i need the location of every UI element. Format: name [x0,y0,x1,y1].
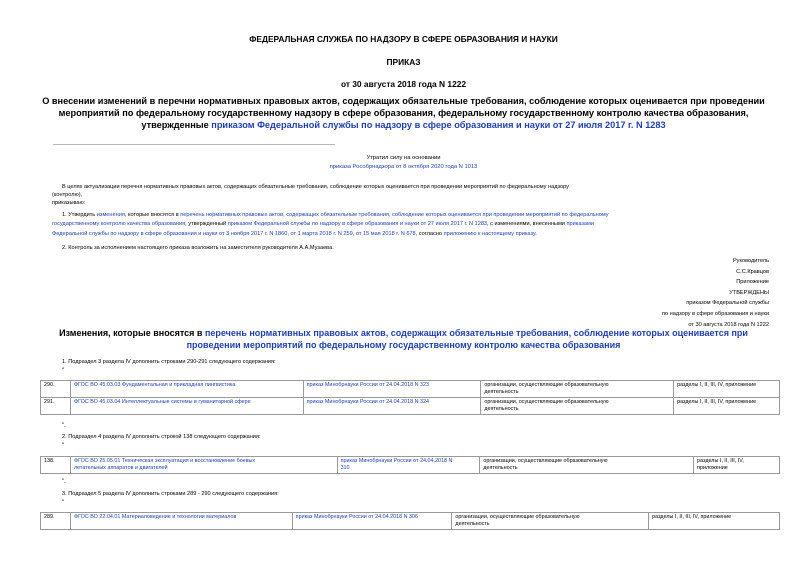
document-type: ПРИКАЗ [386,57,421,67]
section-3-text: 3. Подраздел 5 раздела IV дополнить строками 289 - 290 следующего содержания: [62,491,279,497]
order-1283-link[interactable]: приказом Федеральной службы по надзору в сфере образования и науки от 27 июля 2017 г. N 1283 [227,221,488,228]
amending-orders-link[interactable]: Федеральной службы по надзору в сфере образования и науки от 3 ноября 2017 г. N 1860, от 1 марта 2018 г. N 259, от 15 мая 2018 г. N 678 [52,230,416,237]
section-1-text: 1. Подраздел 3 раздела IV дополнить строками 290-291 следующего содержания: [62,359,276,365]
quote-open: " [62,368,65,374]
repeal-order-link[interactable]: приказа Рособрнадзора от 8 октября 2020 года N 1013 [329,164,478,170]
intro-paragraph: В целях актуализации перечня нормативных правовых актов, содержащих обязательные требования, соблюдение которых оценивается при проведении мероприятий по федеральному надзору (контролю), приказываю: [52,184,569,207]
table-row: 291. ФГОС ВО 45.03.04 Интеллектуальные системы в гуманитарной сфере приказ Минобрнауки России от 24.04.2018 N 324 организации, осуществляющие образовательную деятельность разделы I, II, III, IV, приложение [41,398,780,415]
divider [53,144,335,145]
table-section-2 [40,456,780,474]
title-order-link[interactable]: приказом Федеральной службы по надзору в сфере образования и науки от 27 июля 2017 г. N 1283 [211,120,666,130]
agency-name: ФЕДЕРАЛЬНАЯ СЛУЖБА ПО НАДЗОРУ В СФЕРЕ ОБРАЗОВАНИЯ И НАУКИ [249,34,558,44]
fgos-link[interactable]: ФГОС ВО 45.03.03 Фундаментальная и прикладная лингвистика [70,381,303,398]
status-note: Утратил силу на основании приказа Рособрнадзора от 8 октября 2020 года N 1013 [40,154,767,172]
changes-list-link[interactable]: перечень нормативных правовых актов, содержащих обязательные требования, соблюдение которых оценивается при [204,328,748,338]
section-2-text: 2. Подраздел 4 раздела IV дополнить строкой 138 следующего содержания: [62,434,261,440]
order-link[interactable]: приказ Минобрнауки России от 24.04.2018 N 310 [337,457,480,474]
quote-open: " [62,443,65,449]
table-row: 290. ФГОС ВО 45.03.03 Фундаментальная и прикладная лингвистика приказ Минобрнауки России от 24.04.2018 N 323 организации, осуществляющие образовательную деятельность разделы I, II, III, IV, приложение [41,381,780,398]
order-link[interactable]: приказ Минобрнауки России от 24.04.2018 N 324 [303,398,481,415]
order-link[interactable]: приказ Минобрнауки России от 24.04.2018 N 323 [303,381,481,398]
fgos-link[interactable]: ФГОС ВО 22.04.01 Материаловедение и технологии материалов [70,513,292,530]
order-link[interactable]: приказ Минобрнауки России от 24.04.2018 N 306 [292,513,452,530]
table-row: 138. ФГОС ВО 25.05.01 Техническая эксплуатация и восстановление боевых летательных аппаратов и двигателей приказ Минобрнауки России от 24.04.2018 N 310 организации, осуществляющие образовательную деятельность разделы I, II, III, IV, приложение [41,457,780,474]
changes-title: Изменения, которые вносятся в перечень нормативных правовых актов, содержащих обязательные требования, соблюдение которых оценивается при проведении мероприятий по федеральному государственному контролю качества образования [59,328,748,350]
signature-block: Руководитель С.С.Кравцов Приложение УТВЕРЖДЕНЫ приказом Федеральной службы по надзору в сфере образования и науки от 30 августа 2018 года N 1222 [661,258,769,328]
table-section-3 [40,512,780,530]
table-row: 289. ФГОС ВО 22.04.01 Материаловедение и технологии материалов приказ Минобрнауки России от 24.04.2018 N 306 организации, осуществляющие образовательную деятельность разделы I, II, III, IV, приложение [41,513,780,530]
quote-close: ". [62,423,66,429]
list-link[interactable]: перечень нормативных правовых актов, содержащих обязательные требования, соблюдение которых оценивается при проведении мероприятий по федеральному [180,212,609,218]
document-title: О внесении изменений в перечни нормативных правовых актов, содержащих обязательные требования, соблюдение которых оценивается при проведении мероприятий по федеральному государственному надзору в сфере образования, федеральному государственному контролю качества образования, утвержденные приказом Федеральной службы по надзору в сфере образования и науки от 27 июля 2017 г. N 1283 [42,96,765,130]
appendix-link[interactable]: приложению к настоящему приказу [443,230,536,237]
fgos-link[interactable]: ФГОС ВО 45.03.04 Интеллектуальные системы в гуманитарной сфере [70,398,303,415]
quote-close: ". [62,479,66,485]
document-date: от 30 августа 2018 года N 1222 [340,79,467,89]
table-section-1 [40,380,780,415]
paragraph-2: 2. Контроль за исполнением настоящего приказа возложить на заместителя руководителя А.А.Музаева. [62,245,334,251]
fgos-link[interactable]: ФГОС ВО 25.05.01 Техническая эксплуатация и восстановление боевых летательных аппаратов и двигателей [70,457,337,474]
changes-link[interactable]: изменения [96,212,125,218]
paragraph-1: 1. Утвердить изменения, которые вносятся в перечень нормативных правовых актов, содержащих обязательные требования, соблюдение которых оценивается при проведении мероприятий по федеральному государственному контролю качества образования, утвержденный приказом Федеральной службы по надзору в сфере образования и науки от 27 июля 2017 г. N 1283, с изменениями, внесенными приказами Федеральной службы по надзору в сфере образования и науки от 3 ноября 2017 г. N 1860, от 1 марта 2018 г. N 259, от 15 мая 2018 г. N 678, согласно приложению к настоящему приказу. [52,212,609,237]
quote-open: " [62,500,65,506]
